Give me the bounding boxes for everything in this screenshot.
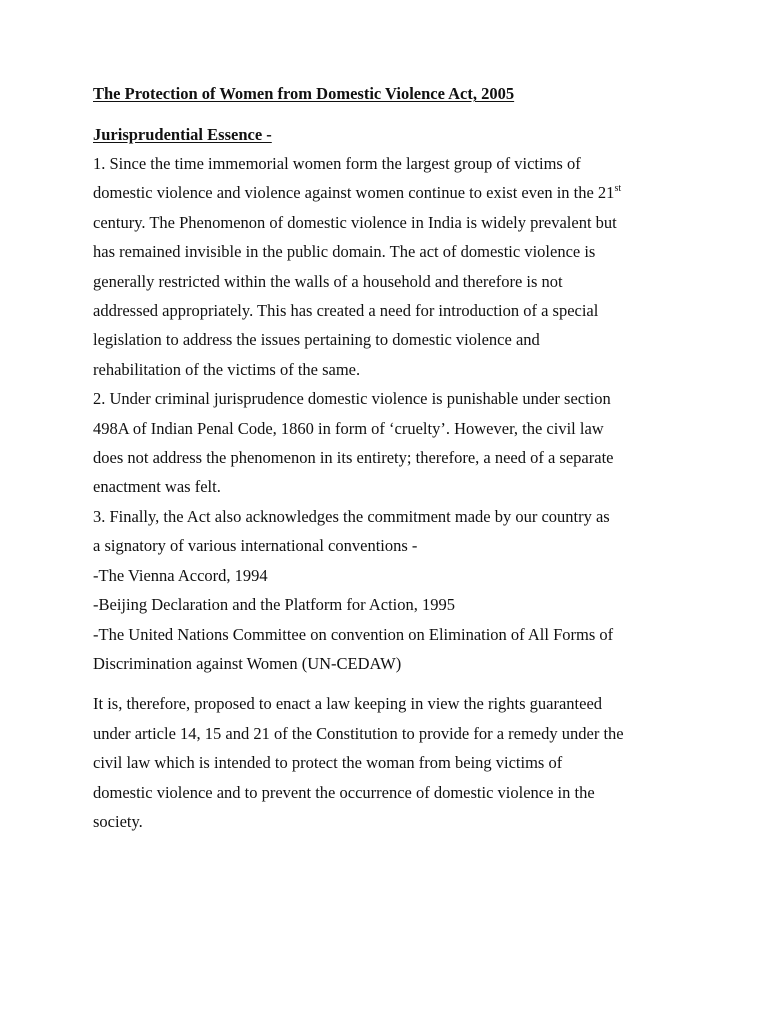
text-line-content: domestic violence and violence against women continue to exist even in the 21 [93,183,615,203]
text-line: 3. Finally, the Act also acknowledges the commitment made by our country as [93,506,610,526]
document-page [93,84,693,836]
text-line: rehabilitation of the victims of the same. [93,359,361,379]
text-line: has remained invisible in the public domain. The act of domestic violence is [93,242,596,262]
closing-line: domestic violence and to prevent the occurrence of domestic violence in the [93,782,595,802]
text-line: enactment was felt. [93,477,221,497]
text-line: 1. Since the time immemorial women form the largest group of victims of [93,154,581,173]
text-line: addressed appropriately. This has created a need for introduction of a special [93,301,599,321]
text-line-with-superscript [93,178,693,207]
closing-line: It is, therefore, proposed to enact a law keeping in view the rights guaranteed [93,694,603,714]
paragraph-gap [93,678,693,689]
closing-line: society. [93,811,143,831]
list-item: -The Vienna Accord, 1994 [93,565,268,585]
closing-line: civil law which is intended to protect the woman from being victims of [93,753,563,773]
text-line: generally restricted within the walls of a household and therefore is not [93,271,563,291]
text-line: century. The Phenomenon of domestic violence in India is widely prevalent but [93,212,617,232]
list-item: -Beijing Declaration and the Platform for Action, 1995 [93,595,455,615]
text-line: 498A of Indian Penal Code, 1860 in form of ‘cruelty’. However, the civil law [93,418,604,438]
text-line: legislation to address the issues pertaining to domestic violence and [93,330,540,350]
ordinal-superscript: st [614,183,622,195]
text-line: a signatory of various international conventions - [93,536,418,556]
document-body [93,149,693,836]
document-title: The Protection of Women from Domestic Violence Act, 2005 [93,84,515,103]
section-heading: Jurisprudential Essence - [93,125,272,144]
list-item: -The United Nations Committee on convention on Elimination of All Forms of [93,624,614,644]
text-line: does not address the phenomenon in its entirety; therefore, a need of a separate [93,448,614,468]
text-line: Discrimination against Women (UN-CEDAW) [93,653,402,673]
closing-line: under article 14, 15 and 21 of the Constitution to provide for a remedy under the [93,723,624,743]
text-line: 2. Under criminal jurisprudence domestic violence is punishable under section [93,389,611,409]
